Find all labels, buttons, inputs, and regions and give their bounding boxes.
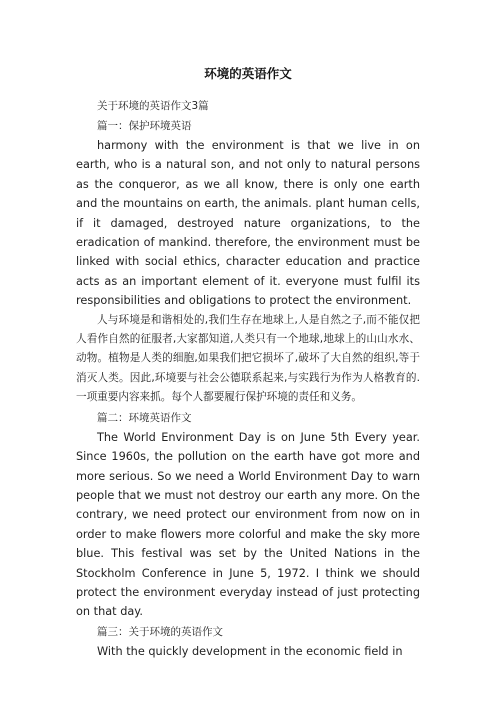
- section-heading-2: 篇二：环境英语作文: [97, 411, 192, 424]
- section-1-paragraph-english: harmony with the environment is that we live in on earth, who is a natural son, and not only to natural persons as the conqueror, as we all know, there is only one earth and the mountains on earth, the animals. plant human cells, if it damaged, destroyed nature organizations, to the eradication of mankind. therefore, the environment must be linked with social ethics, character education and practice acts as an important element of it. everyone must fulfil its responsibilities and obligations to protect the environment.: [76, 139, 420, 308]
- section-1-paragraph-chinese: 人与环境是和谐相处的,我们生存在地球上,人是自然之子,而不能仅把人看作自然的征服者,大家都知道,人类只有一个地球,地球上的山山水水、动物。植物是人类的细胞,如果我们把它损坏了,破坏了大自然的组织,等于消灭人类。因此,环境要与社会公德联系起来,与实践行为作为人格教育的.一项重要内容来抓。每个人都要履行保护环境的责任和义务。: [76, 313, 420, 404]
- document-body: [76, 96, 420, 661]
- document-title: 环境的英语作文: [204, 66, 292, 81]
- section-2-paragraph: The World Environment Day is on June 5th Every year. Since 1960s, the pollution on the earth have got more and more serious. So we need a World Environment Day to warn people that we must not destroy our earth any more. On the contrary, we need protect our environment from now on in order to make flowers more colorful and make the sky more blue. This festival was set by the United Nations in the Stockholm Conference in June 5, 1972. I think we should protect the environment everyday instead of just protecting on that day.: [76, 430, 420, 619]
- document-intro: 关于环境的英语作文3篇: [97, 100, 209, 112]
- section-heading-3: 篇三：关于环境的英语作文: [97, 625, 223, 638]
- section-heading-1: 篇一：保护环境英语: [97, 120, 192, 132]
- section-3-paragraph: With the quickly development in the economic field in: [97, 644, 403, 658]
